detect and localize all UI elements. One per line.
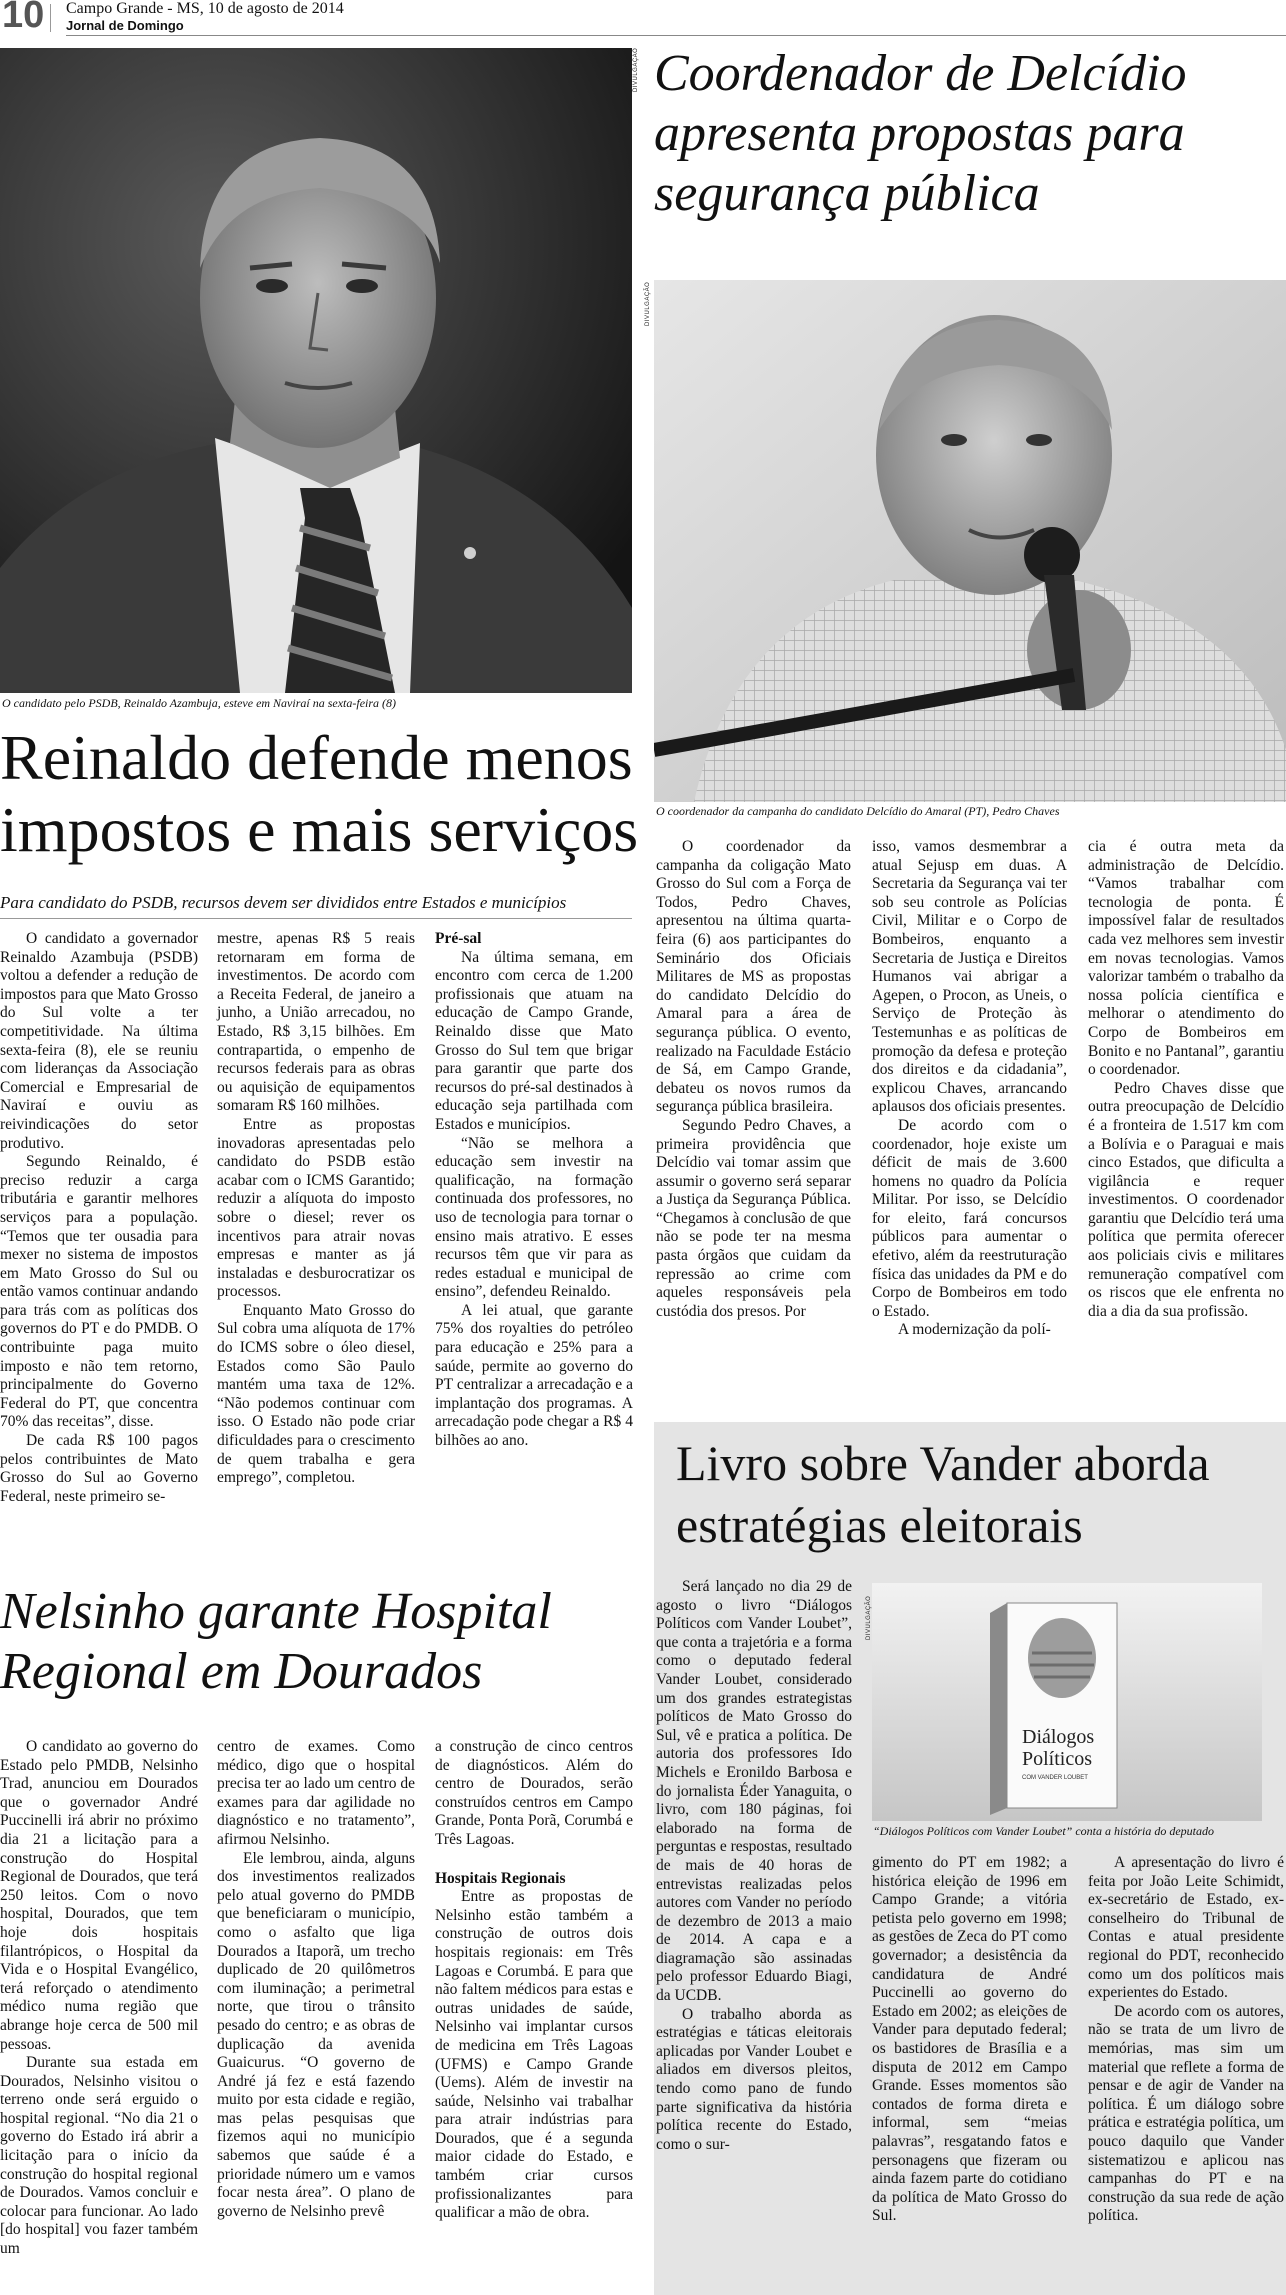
reinaldo-headline: Reinaldo defende menos impostos e mais serviços — [0, 722, 639, 865]
nelsinho-column-1 — [0, 1738, 198, 2259]
paragraph: Durante sua estada em Dourados, Nelsinho visitou o terreno onde será erguido o hospital regional. “No dia 21 o governo do Estado irá abrir a licitação para o início da construção do hospital regional de Dourados. Vamos concluir e colocar para funcionar. Ao lado [do hospital] vou fazer também um — [0, 2054, 198, 2258]
reinaldo-column-1 — [0, 930, 198, 1506]
vander-column-3 — [1088, 1854, 1284, 2226]
book-title-line-2: Políticos — [1022, 1748, 1093, 1770]
section-heading-hospitais: Hospitais Regionais — [435, 1869, 566, 1887]
paragraph: centro de exames. Como médico, digo que o hospital precisa ter ao lado um centro de exames para dar agilidade no diagnóstico e no tratamento”, afirmou Nelsinho. — [217, 1738, 415, 1848]
paragraph: gimento do PT em 1982; a histórica eleição de 1996 em Campo Grande; a vitória petista pelo governo em 1998; as gestões de Zeca do PT como governador; a desistência da candidatura de André Puccinelli ao governo do Estado em 2002; as eleições de Vander para deputado federal; os bastidores de Brasília e a disputa de 2012 em Campo Grande. Esses momentos são contados de forma direta e informal, sem “meias palavras”, resgatando fatos e personagens que fizeram ou ainda fazem parte do cotidiano da política de Mato Grosso do Sul. — [872, 1854, 1067, 2225]
paragraph: Na última semana, em encontro com cerca de 1.200 profissionais que atuam na educação de Campo Grande, Reinaldo disse que Mato Grosso do Sul tem que brigar para garantir que parte dos recursos do pré-sal destinados à educação seja partilhada com Estados e municípios. — [435, 948, 633, 1133]
paragraph: Entre as propostas inovadoras apresentadas pelo candidato do PSDB estão acabar com o ICMS Garantido; reduzir a alíquota do imposto sobre o diesel; rever os incentivos para atrair novas empresas e manter as já instaladas e desburocratizar os processos. — [217, 1115, 415, 1301]
paragraph: cia é outra meta da administração de Delcídio. “Vamos trabalhar com tecnologia de ponta. É impossível falar de resultados cada vez melhores sem investir em novas tecnologias. Vamos valorizar também o trabalho da nossa polícia científica e melhorar o atendimento do Corpo de Bombeiros em Bonito e no Pantanal”, garantiu o coordenador. — [1088, 838, 1284, 1079]
delcidio-headline: Coordenador de Delcídio apresenta propostas para segurança pública — [654, 45, 1187, 222]
header-paper-name: Jornal de Domingo — [66, 18, 184, 33]
section-heading-pre-sal: Pré-sal — [435, 930, 482, 947]
pedro-chaves-photo — [654, 280, 1286, 802]
paragraph: isso, vamos desmembrar a atual Sejusp em duas. A Secretaria da Segurança vai ter sob seu controle as Polícias Civil, Militar e o Corpo de Bombeiros, enquanto a Secretaria de Justiça e Direitos Humanos vai abrigar a Agepen, o Procon, as Uneis, o Serviço de Proteção às Testemunhas e as políticas de promoção da defesa e proteção dos direitos e da cidadania”, explicou Chaves, arrancando aplausos dos oficiais presentes. — [872, 838, 1067, 1116]
paragraph: O candidato a governador Reinaldo Azambuja (PSDB) voltou a defender a redução de impostos para que Mato Grosso do Sul volte a ter competitividade. Na última sexta-feira (8), ele se reuniu com lideranças da Associação Comercial e Empresarial de Naviraí e ouviu as reivindicações do setor produtivo. — [0, 930, 198, 1152]
nelsinho-headline: Nelsinho garante Hospital Regional em Dourados — [0, 1583, 552, 1700]
vander-headline: Livro sobre Vander aborda estratégias eleitorais — [676, 1435, 1210, 1553]
paragraph: De acordo com os autores, não se trata de um livro de memórias, mas sim um material que reflete a forma de pensar e de agir de Vander na política. É um diálogo sobre prática e estratégia política, um pouco daquilo que Vander sistematizou e aplicou nas campanhas do PT e na construção da sua rede de ação política. — [1088, 2002, 1284, 2225]
paragraph: a construção de cinco centros de diagnósticos. Além do centro de Dourados, serão construídos centros em Campo Grande, Ponta Porã, Corumbá e Três Lagoas. — [435, 1738, 633, 1848]
paragraph: A apresentação do livro é feita por João Leite Schimidt, ex-secretário de Estado, ex-conselheiro do Tribunal de Contas e atual presidente regional do PDT, reconhecido como um dos políticos mais experientes do Estado. — [1088, 1854, 1284, 2002]
reinaldo-column-2 — [217, 930, 415, 1488]
delcidio-column-2 — [872, 838, 1067, 1340]
header-separator — [50, 4, 51, 32]
photo-credit: DIVULGAÇÃO — [645, 281, 651, 326]
book-caption: “Diálogos Políticos com Vander Loubet” conta a história do deputado — [873, 1824, 1214, 1838]
paragraph: De acordo com o coordenador, hoje existe um déficit de mais de 3.600 homens no quadro da Polícia Militar. Por isso, se Delcídio for eleito, fará concursos públicos para aumentar o efetivo, além da reestruturação física das unidades da PM e do Corpo de Bombeiros em todo o Estado. — [872, 1116, 1067, 1320]
paragraph: Ele lembrou, ainda, alguns dos investimentos realizados pelo atual governo do PMDB que beneficiaram o município, como o asfalto que liga Dourados a Itaporã, um trecho duplicado de 20 quilômetros com iluminação; a perimetral norte, que tirou o trânsito pesado do centro; e as obras de duplicação da avenida Guaicurus. “O governo de André já fez e está fazendo muito por esta cidade e região, mas pelas pesquisas que fizemos aqui no município sabemos que saúde é a prioridade número um e vamos focar nesta área”. O plano de governo de Nelsinho prevê — [217, 1849, 415, 2220]
delcidio-column-3 — [1088, 838, 1284, 1321]
reinaldo-photo — [0, 48, 632, 693]
pedro-chaves-caption: O coordenador da campanha do candidato Delcídio do Amaral (PT), Pedro Chaves — [656, 804, 1060, 818]
paragraph: O trabalho aborda as estratégias e táticas eleitorais aplicadas por Vander Loubet e aliados em diversos pleitos, tendo como pano de fundo parte significativa da história política recente do Estado, como o sur- — [656, 2005, 852, 2153]
paragraph: Será lançado no dia 29 de agosto o livro “Diálogos Políticos com Vander Loubet”, que conta a trajetória e a forma como o deputado federal Vander Loubet, considerado um dos grandes estrategistas políticos de Mato Grosso do Sul, vê e pratica a política. De autoria dos professores Ido Michels e Eronildo Barbosa e do jornalista Éder Yanaguita, o livro, com 180 páginas, foi elaborado na forma de perguntas e respostas, resultado de mais de 40 horas de entrevistas realizadas pelos autores com Vander no período de dezembro de 2013 a maio de 2014. A capa e a diagramação são assinadas pelo professor Eduardo Biagi, da UCDB. — [656, 1578, 852, 2005]
paragraph: O candidato ao governo do Estado pelo PMDB, Nelsinho Trad, anunciou em Dourados que o governador André Puccinelli irá abrir no próximo dia 21 a licitação para a construção do Hospital Regional de Dourados, que terá 250 leitos. Com o novo hospital, Dourados, que tem hoje dois hospitais filantrópicos, o Hospital da Vida e o Hospital Evangélico, terá reforçado o atendimento médico numa região que abrange hoje cerca de 500 mil pessoas. — [0, 1738, 198, 2053]
paragraph: mestre, apenas R$ 5 reais retornaram em forma de investimentos. De acordo com a Receita Federal, de janeiro a junho, a União arrecadou, no Estado, R$ 3,15 bilhões. Em contrapartida, o empenho de recursos federais para as obras ou aquisição de equipamentos somaram R$ 160 milhões. — [217, 930, 415, 1115]
paragraph: Entre as propostas de Nelsinho estão também a construção de outros dois hospitais regionais: em Três Lagoas e Corumbá. E para que não faltem médicos para estas e outras unidades de saúde, Nelsinho vai implantar cursos de medicina em Três Lagoas (UFMS) e Campo Grande (Uems). Além de investir na saúde, Nelsinho vai trabalhar para atrair indústrias para Dourados, que é a segunda maior cidade do Estado, e também criar cursos profissionalizantes para qualificar a mão de obra. — [435, 1888, 633, 2222]
reinaldo-caption: O candidato pelo PSDB, Reinaldo Azambuja, esteve em Naviraí na sexta-feira (8) — [2, 696, 397, 710]
reinaldo-column-3 — [435, 930, 633, 1451]
paragraph: Segundo Reinaldo, é preciso reduzir a carga tributária e garantir melhores serviços para a população. “Temos que ter ousadia para mexer no sistema de impostos em Mato Grosso do Sul ou então vamos continuar andando para trás com as políticas dos governos do PT e do PMDB. O contribuinte paga muito imposto e não tem retorno, principalmente do Governo Federal do PT, que concentra 70% das receitas”, disse. — [0, 1153, 198, 1431]
subhead-rule — [0, 918, 632, 919]
book-title-line-1: Diálogos — [1022, 1726, 1095, 1748]
paragraph: A lei atual, que garante 75% dos royalties do petróleo para educação e 25% para a saúde, permite ao governo do PT centralizar a arrecadação e a implantação dos programas. A arrecadação pode chegar a R$ 4 bilhões ao ano. — [435, 1301, 633, 1450]
photo-credit: DIVULGAÇÃO — [866, 1595, 872, 1640]
header-rule — [66, 35, 1286, 36]
paragraph: “Não se melhora a educação sem investir na qualificação, na formação continuada dos professores, no uso de tecnologia para tornar o ensino mais atrativo. E esses recursos têm que vir para as redes estadual e municipal de ensino”, defendeu Reinaldo. — [435, 1134, 633, 1301]
header-city-date: Campo Grande - MS, 10 de agosto de 2014 — [66, 0, 344, 17]
paragraph: Segundo Pedro Chaves, a primeira providência que Delcídio vai tomar assim que assumir o governo será separar a Justiça da Segurança Pública. “Chegamos à conclusão de que não se pode ter na mesma pasta órgãos que cuidam da repressão ao crime com aqueles responsáveis pela custódia dos presos. Por — [656, 1116, 851, 1320]
paragraph: Enquanto Mato Grosso do Sul cobra uma alíquota de 17% do ICMS sobre o óleo diesel, Estados como São Paulo mantém uma taxa de 12%. “Não podemos continuar com isso. O Estado não pode criar dificuldades para o crescimento de quem trabalha e gera emprego”, completou. — [217, 1301, 415, 1487]
book-title-line-3: COM VANDER LOUBET — [1022, 1775, 1088, 1781]
photo-credit: DIVULGAÇÃO — [633, 47, 639, 92]
paragraph: De cada R$ 100 pagos pelos contribuintes de Mato Grosso do Sul ao Governo Federal, neste primeiro se- — [0, 1432, 198, 1505]
vander-column-1 — [656, 1578, 852, 2154]
reinaldo-subhead: Para candidato do PSDB, recursos devem ser divididos entre Estados e municípios — [0, 893, 567, 912]
page-number: 10 — [2, 0, 45, 36]
nelsinho-column-2 — [217, 1738, 415, 2221]
vander-column-2 — [872, 1854, 1067, 2226]
nelsinho-column-3 — [435, 1738, 633, 2223]
paragraph: O coordenador da campanha da coligação Mato Grosso do Sul com a Força de Todos, Pedro Chaves, apresentou na última quarta-feira (6) aos participantes do Seminário dos Oficiais Militares de MS as propostas do candidato Delcídio do Amaral para a área de segurança pública. O evento, realizado na Faculdade Estácio de Sá, em Campo Grande, debateu os novos rumos da segurança pública brasileira. — [656, 838, 851, 1116]
delcidio-column-1 — [656, 838, 851, 1321]
paragraph: A modernização da polí- — [898, 1321, 1051, 1339]
paragraph: Pedro Chaves disse que outra preocupação de Delcídio é a fronteira de 1.517 km com a Bolívia e o Paraguai e mais cinco Estados, que dificulta a vigilância e requer investimentos. O coordenador garantiu que Delcídio terá uma política que permita oferecer aos policiais civis e militares remuneração compatível com os riscos que ele enfrenta no dia a dia da sua profissão. — [1088, 1079, 1284, 1320]
book-cover-photo — [872, 1583, 1262, 1821]
